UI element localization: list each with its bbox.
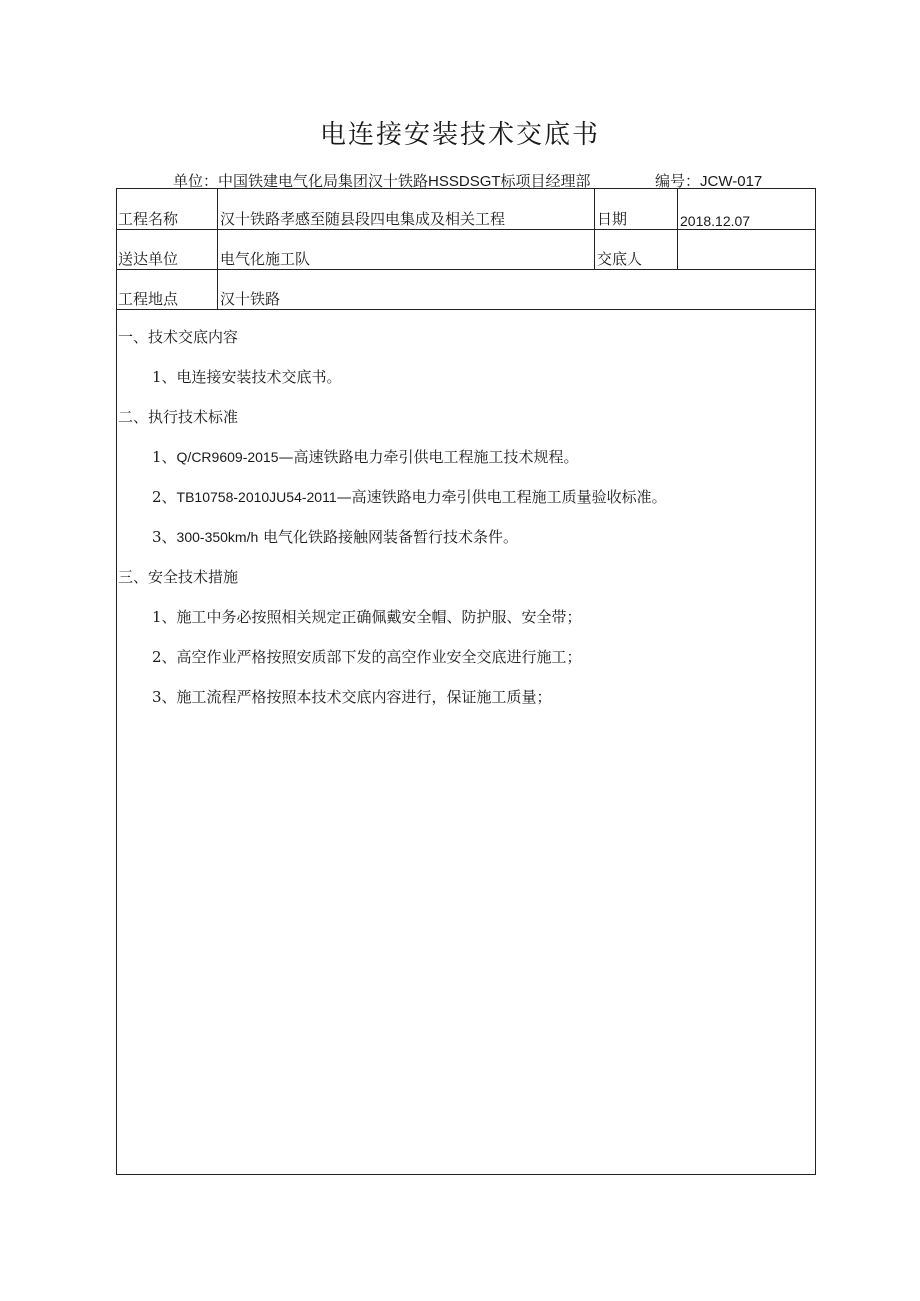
unit-value: 中国铁建电气化局集团汉十铁路 bbox=[218, 172, 429, 190]
list-item bbox=[152, 527, 518, 547]
location-label: 工程地点 bbox=[118, 290, 179, 308]
section-heading: 二、执行技术标准 bbox=[118, 408, 239, 426]
section-heading: 一、技术交底内容 bbox=[118, 328, 239, 346]
list-item: 1、施工中务必按照相关规定正确佩戴安全帽、防护服、安全带； bbox=[152, 608, 582, 626]
column-divider bbox=[217, 189, 218, 309]
item-text: —高速铁路电力牵引供电工程施工技术规程。 bbox=[278, 448, 579, 466]
column-divider bbox=[677, 189, 678, 269]
recipient-label: 送达单位 bbox=[118, 250, 179, 268]
date-label: 日期 bbox=[597, 210, 628, 228]
number-label: 编号： bbox=[655, 172, 701, 190]
project-name-label: 工程名称 bbox=[118, 210, 179, 228]
row-divider bbox=[117, 269, 815, 270]
row-divider bbox=[117, 309, 815, 310]
unit-label: 单位： bbox=[173, 172, 219, 190]
section-heading: 三、安全技术措施 bbox=[118, 568, 239, 586]
list-item: 1、电连接安装技术交底书。 bbox=[152, 368, 342, 386]
unit-suffix: 标项目经理部 bbox=[500, 172, 591, 190]
recipient-value: 电气化施工队 bbox=[220, 250, 311, 268]
presenter-label: 交底人 bbox=[597, 250, 643, 268]
standard-code: 300-350km/h bbox=[176, 529, 259, 545]
unit-code: HSSDSGT bbox=[428, 173, 501, 190]
item-prefix: 2、 bbox=[152, 488, 177, 506]
item-prefix: 3、 bbox=[152, 528, 177, 546]
list-item: 3、施工流程严格按照本技术交底内容进行，保证施工质量； bbox=[152, 688, 552, 706]
item-text: —高速铁路电力牵引供电工程施工质量验收标准。 bbox=[336, 488, 667, 506]
list-item bbox=[152, 487, 667, 507]
list-item: 2、高空作业严格按照安质部下发的高空作业安全交底进行施工； bbox=[152, 648, 582, 666]
date-value: 2018.12.07 bbox=[680, 213, 751, 229]
location-value: 汉十铁路 bbox=[220, 290, 281, 308]
document-title: 电连接安装技术交底书 bbox=[319, 120, 600, 150]
list-item bbox=[152, 447, 579, 467]
number-value: JCW-017 bbox=[700, 173, 763, 190]
project-name-value: 汉十铁路孝感至随县段四电集成及相关工程 bbox=[220, 210, 506, 228]
item-text: 电气化铁路接触网装备暂行技术条件。 bbox=[258, 528, 519, 546]
column-divider bbox=[594, 189, 595, 269]
document-frame bbox=[116, 188, 816, 1175]
standard-code: TB10758-2010JU54-2011 bbox=[176, 489, 337, 505]
item-prefix: 1、 bbox=[152, 448, 177, 466]
standard-code: Q/CR9609-2015 bbox=[176, 449, 279, 465]
